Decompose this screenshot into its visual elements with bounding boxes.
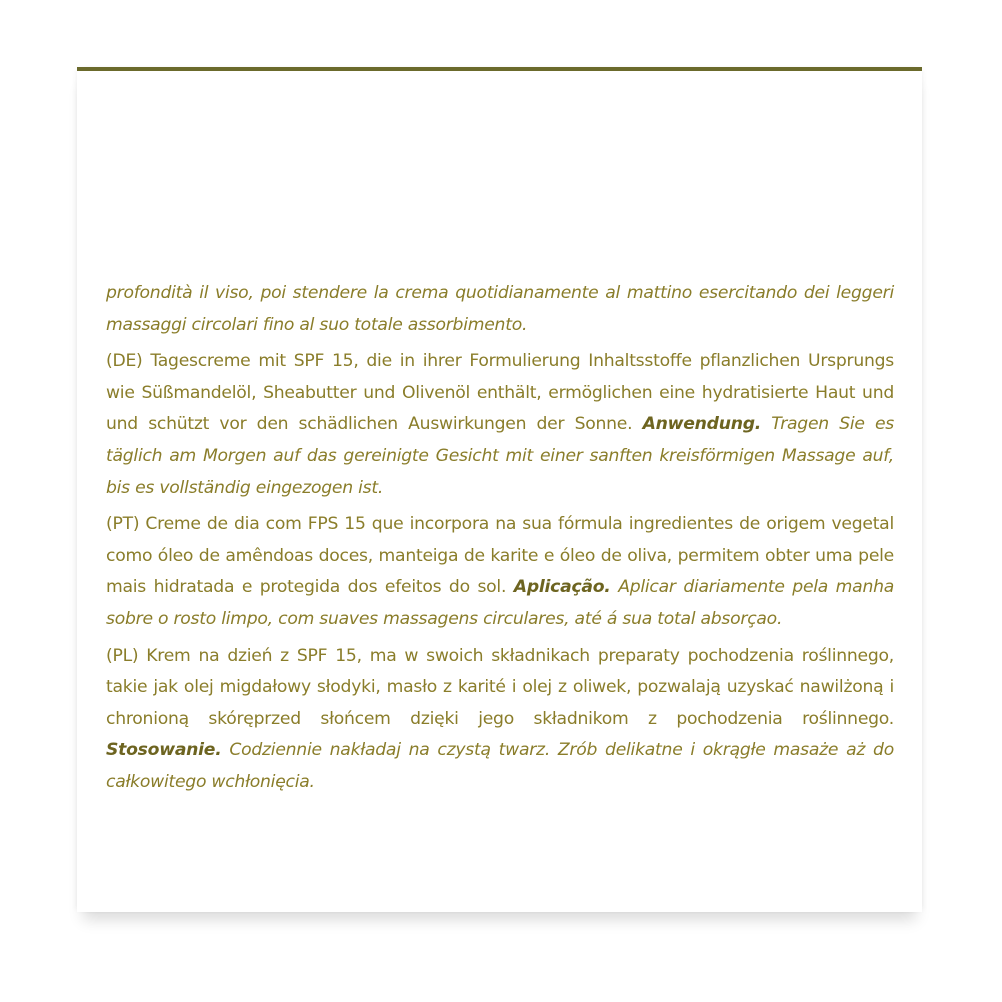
paragraph-it <box>106 278 894 341</box>
top-color-band <box>77 67 922 71</box>
paragraph-pt <box>106 509 894 635</box>
de-intro: (DE) Tagescreme mit SPF 15, die in ihrer Formulierung Inhaltsstoffe pflanzlichen Ursprungs wie Süßmandelöl, Sheabutter und Olivenöl enthält, ermöglichen eine hydratisierte Haut und und schützt vor den schädlichen Auswirkungen der Sonne. <box>106 351 894 435</box>
pt-usage-heading: Aplicação. <box>513 577 611 598</box>
product-box-panel <box>77 67 922 912</box>
de-usage-text: Tragen Sie es täglich am Morgen auf das gereinigte Gesicht mit einer sanften kreisförmigen Massage auf, bis es vollständig eingezogen ist. <box>106 414 894 498</box>
product-description-text <box>106 278 894 804</box>
pt-intro: (PT) Creme de dia com FPS 15 que incorpora na sua fórmula ingredientes de origem vegetal como óleo de amêndoas doces, manteiga de karite e óleo de oliva, permitem obter uma pele mais hidratada e protegida dos efeitos do sol. <box>106 514 894 598</box>
paragraph-de <box>106 346 894 504</box>
de-usage-heading: Anwendung. <box>642 414 762 435</box>
pl-usage-heading: Stosowanie. <box>106 740 222 761</box>
paragraph-pl <box>106 641 894 799</box>
pl-intro: (PL) Krem na dzień z SPF 15, ma w swoich składnikach preparaty pochodzenia roślinnego, takie jak olej migdałowy słodyki, masło z karité i olej z oliwek, pozwalają uzyskać nawilżoną i chronioną skóręprzed słońcem dzięki jego składnikom z pochodzenia roślinnego. <box>106 645 894 729</box>
pl-usage-text: Codziennie nakładaj na czystą twarz. Zrób delikatne i okrągłe masaże aż do całkowitego wchłonięcia. <box>106 740 894 792</box>
pt-usage-text: Aplicar diariamente pela manha sobre o rosto limpo, com suaves massagens circulares, até á sua total absorçao. <box>106 577 895 629</box>
it-text: profondità il viso, poi stendere la crema quotidianamente al mattino esercitando dei leggeri massaggi circolari fino al suo totale assorbimento. <box>106 283 894 335</box>
